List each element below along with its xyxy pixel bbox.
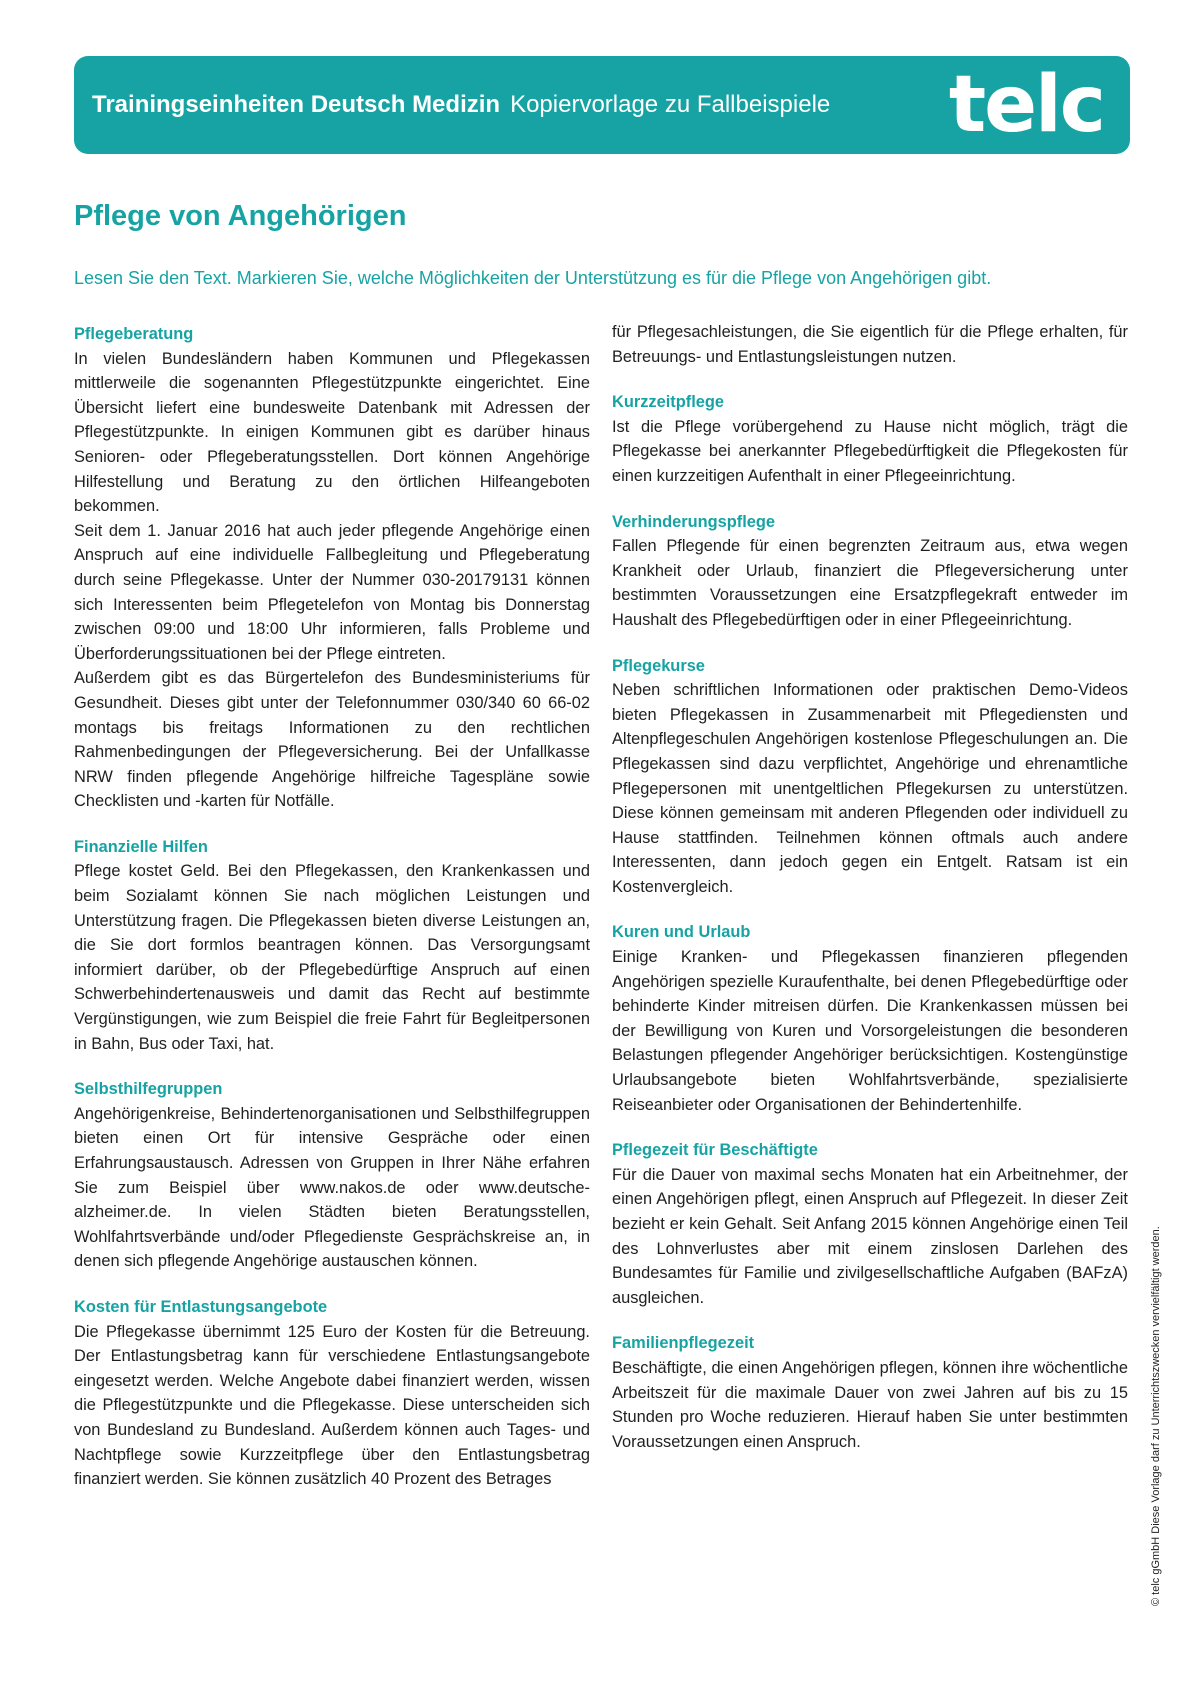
header-banner	[74, 56, 1130, 154]
section-paragraph: Beschäftigte, die einen Angehörigen pflegen, können ihre wöchentliche Arbeitszeit für die maximale Dauer von zwei Jahren auf bis zu 15 Stunden pro Woche reduzieren. Hierauf haben Sie unter bestimmten Voraussetzungen einen Anspruch.	[612, 1358, 1128, 1451]
section-heading: Pflegeberatung	[74, 325, 194, 343]
section-kurzzeitpflege	[612, 390, 1128, 488]
section-paragraph: Einige Kranken- und Pflegekassen finanzieren pflegenden Angehörigen spezielle Kuraufenthalte, bei denen Pflegebedürftige oder behinderte Kinder mitreisen dürfen. Die Krankenkassen müssen bei der Bewilligung von Kuren und Vorsorgeleistungen die besonderen Belastungen pflegender Angehöriger berücksichtigen. Kostengünstige Urlaubsangebote bieten Wohlfahrtsverbände, spezialisierte Reiseanbieter oder Organisationen der Behindertenhilfe.	[612, 948, 1128, 1114]
section-heading: Pflegekurse	[612, 656, 705, 675]
section-pflegekurse	[612, 654, 1128, 900]
instruction: Lesen Sie den Text. Markieren Sie, welche Möglichkeiten der Unterstützung es für die Pflege von Angehörigen gibt.	[74, 268, 992, 288]
section-heading: Familienpflegezeit	[612, 1334, 755, 1353]
section-pflegezeit	[612, 1138, 1128, 1310]
section-heading: Kosten für Entlastungsangebote	[74, 1297, 328, 1316]
section-continuation	[612, 320, 1128, 369]
page-title: Pflege von Angehörigen	[74, 200, 407, 232]
section-heading: Verhinderungspflege	[612, 512, 776, 531]
section-paragraph: Angehörigenkreise, Behindertenorganisationen und Selbsthilfegruppen bieten einen Ort für intensive Gespräche oder einen Erfahrungsaustausch. Adressen von Gruppen in Ihrer Nähe erfahren Sie zum Beispiel über www.nakos.de oder www.deutsche-alzheimer.de. In vielen Städten bieten Beratungsstellen, Wohlfahrtsverbände und/oder Pflegedienste Gesprächskreise an, in denen sich pflegende Angehörige austauschen können.	[74, 1104, 590, 1271]
section-verhinderungspflege	[612, 510, 1128, 633]
section-paragraph: Pflege kostet Geld. Bei den Pflegekassen, den Krankenkassen und beim Sozialamt können Sie nach möglichen Leistungen und Unterstützung fragen. Die Pflegekassen bieten diverse Leistungen an, die Sie dort formlos beantragen können. Das Versorgungsamt informiert darüber, ob der Pflegebedürftige Anspruch auf einen Schwerbehindertenausweis und damit das Recht auf bestimmte Vergünstigungen, wie zum Beispiel die freie Fahrt für Begleitpersonen in Bahn, Bus oder Taxi, hat.	[74, 862, 590, 1053]
copyright-note: © telc gGmbH Diese Vorlage darf zu Unterrichtszwecken vervielfältigt werden.	[1150, 1226, 1162, 1606]
section-selbsthilfegruppen	[74, 1077, 590, 1274]
section-finanzielle-hilfen	[74, 835, 590, 1056]
section-heading: Kurzzeitpflege	[612, 393, 725, 412]
section-heading: Selbsthilfegruppen	[74, 1080, 223, 1099]
section-heading: Finanzielle Hilfen	[74, 837, 208, 856]
section-paragraph: Seit dem 1. Januar 2016 hat auch jeder pflegende Angehörige einen Anspruch auf eine individuelle Fallbegleitung und Pflegeberatung durch seine Pflegekasse. Unter der Nummer 030-20179131 können sich Interessenten beim Pflegetelefon von Montag bis Donnerstag zwischen 09:00 und 18:00 Uhr informieren, falls Probleme und Überforderungssituationen bei der Pflege eintreten.	[74, 521, 590, 663]
section-kuren-urlaub	[612, 920, 1128, 1117]
header-subtitle: Kopiervorlage zu Fallbeispiele	[510, 91, 831, 118]
section-paragraph: Außerdem gibt es das Bürgertelefon des Bundesministeriums für Gesundheit. Dieses gibt unter der Telefonnummer 030/340 60 66-02 montags bis freitags Informationen zu den rechtlichen Rahmenbedingungen der Pflegeversicherung. Bei der Unfallkasse NRW finden pflegende Angehörige hilfreiche Tagespläne sowie Checklisten und -karten für Notfälle.	[74, 669, 590, 811]
section-pflegeberatung	[74, 322, 590, 814]
section-heading: Kuren und Urlaub	[612, 923, 751, 942]
continuation-paragraph: für Pflegesachleistungen, die Sie eigentlich für die Pflege erhalten, für Betreuungs- und Entlastungsleistungen nutzen.	[612, 323, 1128, 366]
telc-logo: telc	[948, 60, 1104, 150]
right-column	[612, 320, 1128, 1475]
header-title: Trainingseinheiten Deutsch Medizin	[92, 91, 501, 118]
copyright-note-wrapper	[1146, 1136, 1166, 1606]
section-paragraph: Ist die Pflege vorübergehend zu Hause nicht möglich, trägt die Pflegekasse bei anerkannter Pflegebedürftigkeit die Pflegekosten für einen kurzzeitigen Aufenthalt in einer Pflegeeinrichtung.	[612, 417, 1128, 485]
section-kosten-entlastungsangebote	[74, 1295, 590, 1492]
left-column	[74, 322, 590, 1513]
section-paragraph: In vielen Bundesländern haben Kommunen und Pflegekassen mittlerweile die sogenannten Pflegestützpunkte eingerichtet. Eine Übersicht liefert eine bundesweite Datenbank mit Adressen der Pflegestützpunkte. In einigen Kommunen gibt es darüber hinaus Senioren- oder Pflegeberatungsstellen. Dort können Angehörige Hilfestellung und Beratung zu den örtlichen Hilfeangeboten bekommen.	[74, 349, 590, 516]
section-familienpflegezeit	[612, 1331, 1128, 1454]
section-paragraph: Fallen Pflegende für einen begrenzten Zeitraum aus, etwa wegen Krankheit oder Urlaub, finanziert die Pflegeversicherung unter bestimmten Voraussetzungen eine Ersatzpflegekraft entweder im Haushalt des Pflegebedürftigen oder in einer Pflegeeinrichtung.	[612, 537, 1128, 629]
section-heading: Pflegezeit für Beschäftigte	[612, 1141, 818, 1160]
section-paragraph: Neben schriftlichen Informationen oder praktischen Demo-Videos bieten Pflegekassen in Zusammenarbeit mit Pflegediensten und Altenpflegeschulen Angehörigen kostenlose Pflegeschulungen an. Die Pflegekassen sind dazu verpflichtet, Angehörige und ehrenamtliche Pflegepersonen mit unentgeltlichen Pflegekursen zu unterstützen. Diese können gemeinsam mit anderen Pflegenden oder individuell zu Hause stattfinden. Teilnehmen können oftmals auch andere Interessenten, dann jedoch gegen ein Entgelt. Ratsam ist ein Kostenvergleich.	[612, 681, 1128, 896]
section-paragraph: Für die Dauer von maximal sechs Monaten hat ein Arbeitnehmer, der einen Angehörigen pflegt, einen Anspruch auf Pflegezeit. In dieser Zeit bezieht er kein Gehalt. Seit Anfang 2015 können Angehörige einen Teil des Lohnverlustes aber mit einem zinslosen Darlehen des Bundesamtes für Familie und zivilgesellschaftliche Aufgaben (BAFzA) ausgleichen.	[612, 1165, 1128, 1307]
section-paragraph: Die Pflegekasse übernimmt 125 Euro der Kosten für die Betreuung. Der Entlastungsbetrag kann für verschiedene Entlastungsangebote eingesetzt werden. Welche Angebote dabei finanziert werden, wissen die Pflegestützpunkte und die Pflegekasse. Diese unterscheiden sich von Bundesland zu Bundesland. Außerdem können auch Tages- und Nachtpflege sowie Kurzzeitpflege über den Entlastungsbetrag finanziert werden. Sie können zusätzlich 40 Prozent des Betrages	[74, 1322, 590, 1489]
